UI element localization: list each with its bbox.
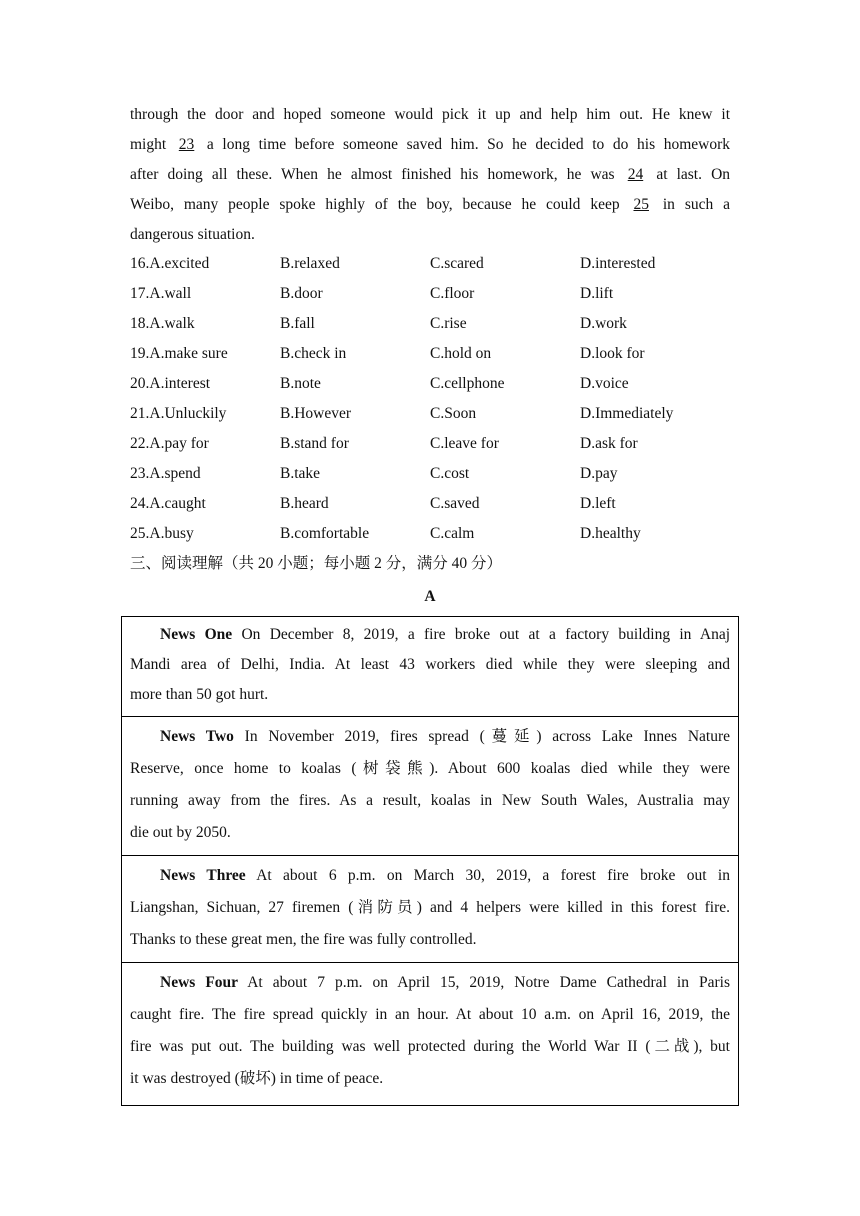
- news-indent: [130, 626, 160, 643]
- option-d: D.ask for: [580, 435, 638, 452]
- passage-line: [130, 160, 730, 190]
- option-a: 20.A.interest: [130, 375, 211, 392]
- news-line: [130, 860, 730, 892]
- option-b: B.check in: [280, 345, 347, 362]
- question-19-options: [130, 339, 750, 369]
- option-a: 17.A.wall: [130, 285, 192, 302]
- option-d: D.pay: [580, 465, 618, 482]
- option-b: B.note: [280, 375, 321, 392]
- news-line: Thanks to these great men, the fire was fully controlled.: [130, 931, 477, 948]
- news-item: [122, 717, 738, 856]
- question-24-options: [130, 489, 750, 519]
- option-c: C.Soon: [430, 405, 477, 422]
- option-c: C.hold on: [430, 345, 492, 362]
- question-17-options: [130, 279, 750, 309]
- option-d: D.Immediately: [580, 405, 674, 422]
- option-a: 22.A.pay for: [130, 435, 209, 452]
- option-d: D.lift: [580, 285, 614, 302]
- news-text: At about 6 p.m. on March 30, 2019, a forest fire broke out in: [256, 867, 730, 884]
- option-a: 21.A.Unluckily: [130, 405, 227, 422]
- option-b: B.heard: [280, 495, 329, 512]
- question-25-options: [130, 519, 750, 549]
- option-d: D.work: [580, 315, 627, 332]
- option-a: 18.A.walk: [130, 315, 195, 332]
- news-line: Reserve, once home to koalas (树袋熊). About 600 koalas died while they were: [130, 760, 730, 777]
- option-c: C.scared: [430, 255, 484, 272]
- answer-options: [130, 249, 750, 549]
- news-line: [130, 967, 730, 999]
- question-18-options: [130, 309, 750, 339]
- news-text: At about 7 p.m. on April 15, 2019, Notre Dame Cathedral in Paris: [247, 974, 730, 991]
- news-line: running away from the fires. As a result, koalas in New South Wales, Australia may: [130, 792, 730, 809]
- passage-text: after doing all these. When he almost finished his homework, he was: [130, 166, 615, 183]
- passage-text: a long time before someone saved him. So he decided to do his homework: [206, 136, 731, 153]
- passage-line: dangerous situation.: [130, 226, 255, 243]
- option-c: C.calm: [430, 525, 475, 542]
- news-title: News One: [160, 626, 233, 643]
- option-c: C.leave for: [430, 435, 499, 452]
- news-line: [130, 620, 730, 650]
- question-20-options: [130, 369, 750, 399]
- option-d: D.voice: [580, 375, 629, 392]
- news-indent: [130, 867, 160, 884]
- option-a: 19.A.make sure: [130, 345, 228, 362]
- option-a: 25.A.busy: [130, 525, 194, 542]
- news-indent: [130, 974, 160, 991]
- passage-line: [130, 190, 730, 220]
- passage-text: Weibo, many people spoke highly of the boy, because he could keep: [130, 196, 620, 213]
- section-heading: 三、阅读理解（共 20 小题；每小题 2 分，满分 40 分）: [130, 555, 503, 572]
- option-c: C.rise: [430, 315, 467, 332]
- news-line: it was destroyed (破坏) in time of peace.: [130, 1070, 384, 1087]
- news-title: News Four: [160, 974, 239, 991]
- question-21-options: [130, 399, 750, 429]
- news-line: Liangshan, Sichuan, 27 firemen (消防员) and 4 helpers were killed in this forest fire.: [130, 899, 730, 916]
- option-a: 16.A.excited: [130, 255, 210, 272]
- news-title: News Two: [160, 728, 234, 745]
- option-b: B.door: [280, 285, 323, 302]
- option-d: D.interested: [580, 255, 656, 272]
- news-indent: [130, 728, 160, 745]
- option-b: B.comfortable: [280, 525, 370, 542]
- cloze-passage: [130, 100, 730, 250]
- option-b: B.take: [280, 465, 321, 482]
- blank-25: 25: [633, 196, 649, 213]
- passage-text: might: [130, 136, 167, 153]
- option-d: D.healthy: [580, 525, 641, 542]
- news-line: [130, 721, 730, 753]
- news-title: News Three: [160, 867, 246, 884]
- question-23-options: [130, 459, 750, 489]
- news-text: On December 8, 2019, a fire broke out at a factory building in Anaj: [241, 626, 731, 643]
- option-c: C.saved: [430, 495, 480, 512]
- news-table: [121, 616, 739, 1106]
- option-b: B.fall: [280, 315, 315, 332]
- passage-line: [130, 130, 730, 160]
- passage-text: at last. On: [656, 166, 731, 183]
- option-c: C.floor: [430, 285, 475, 302]
- news-item: [122, 856, 738, 963]
- question-22-options: [130, 429, 750, 459]
- news-item: [122, 617, 738, 717]
- news-line: Mandi area of Delhi, India. At least 43 workers died while they were sleeping and: [130, 656, 730, 673]
- blank-24: 24: [627, 166, 644, 183]
- part-title: A: [424, 588, 436, 605]
- question-16-options: [130, 249, 750, 279]
- news-line: fire was put out. The building was well protected during the World War II (二战), but: [130, 1038, 730, 1055]
- blank-23: 23: [178, 136, 195, 153]
- option-c: C.cellphone: [430, 375, 505, 392]
- option-b: B.stand for: [280, 435, 349, 452]
- option-b: B.However: [280, 405, 352, 422]
- news-text: In November 2019, fires spread (蔓延) across Lake Innes Nature: [244, 728, 730, 745]
- news-item: [122, 963, 738, 1105]
- option-d: D.look for: [580, 345, 645, 362]
- option-d: D.left: [580, 495, 616, 512]
- option-b: B.relaxed: [280, 255, 340, 272]
- news-line: die out by 2050.: [130, 824, 231, 841]
- option-a: 23.A.spend: [130, 465, 201, 482]
- news-line: caught fire. The fire spread quickly in an hour. At about 10 a.m. on April 16, 2019, the: [130, 1006, 730, 1023]
- passage-line: through the door and hoped someone would pick it up and help him out. He knew it: [130, 106, 730, 123]
- passage-text: in such a: [662, 196, 730, 213]
- option-c: C.cost: [430, 465, 470, 482]
- option-a: 24.A.caught: [130, 495, 206, 512]
- news-line: more than 50 got hurt.: [130, 686, 269, 703]
